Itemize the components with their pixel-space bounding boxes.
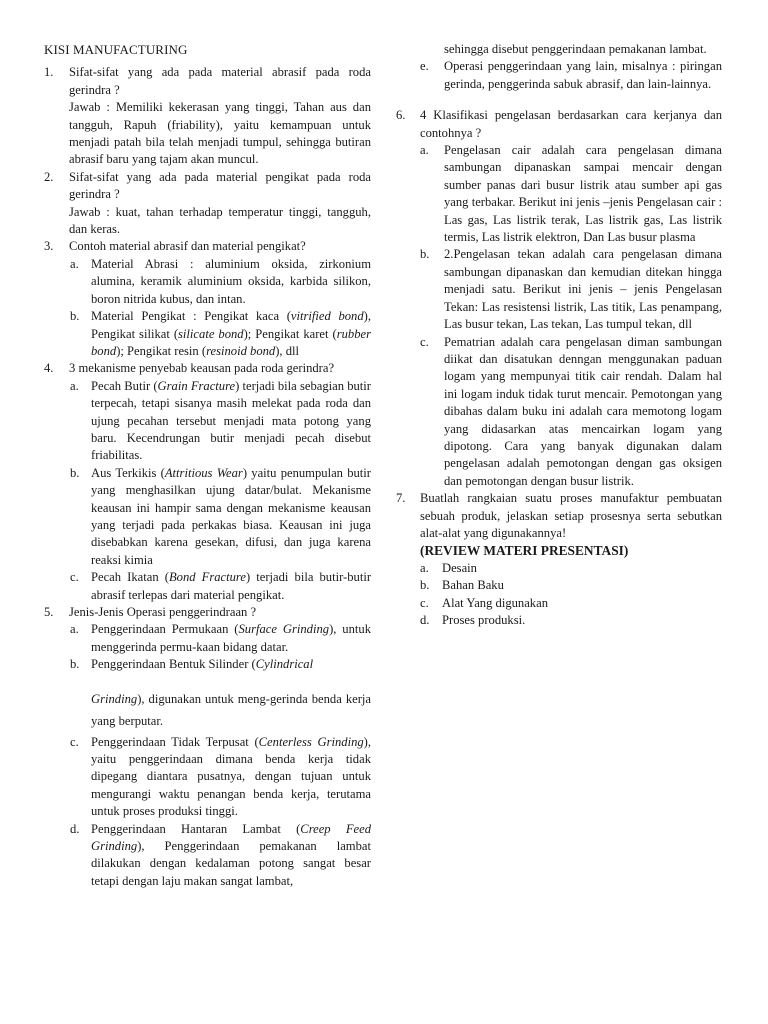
question-text: 3 mekanisme penyebab keausan pada roda gerindra?	[69, 361, 335, 376]
italic-term: resinoid bond	[206, 343, 276, 358]
list-item	[44, 734, 371, 821]
question-number: 4.	[44, 361, 54, 376]
item-text: Pengelasan cair adalah cara pengelasan dimana sambungan dipanaskan sampai mencair dengan sumber panas dari busur listrik atau sumber api gas yang terbakar. Berikut ini jenis –jenis Pengelasan cair : Las gas, Las listrik terak, Las listrik gas, Las listrik termis, Las listrik elektron, Dan Las busur plasma	[444, 143, 722, 245]
item-text: Material Pengikat : Pengikat kaca (	[91, 309, 291, 324]
left-column	[44, 41, 371, 890]
question-2	[44, 169, 371, 239]
review-heading: (REVIEW MATERI PRESENTASI)	[420, 543, 629, 559]
answer-text: Jawab : kuat, tahan terhadap temperatur tinggi, tangguh, dan keras.	[69, 204, 371, 237]
question-number: 6.	[396, 108, 406, 123]
item-letter: c.	[70, 734, 79, 749]
question-text: Sifat-sifat yang ada pada material pengikat pada roda gerindra ?	[69, 169, 371, 202]
italic-term: vitrified bond	[290, 309, 364, 324]
question-number: 5.	[44, 605, 54, 619]
item-letter: a.	[70, 378, 79, 393]
right-column	[396, 41, 722, 629]
list-item	[44, 621, 371, 656]
list-item-continuation	[396, 41, 722, 58]
item-letter: d.	[70, 821, 80, 836]
item-text: Penggerindaan Tidak Terpusat (	[91, 734, 259, 749]
question-number: 3.	[44, 239, 54, 254]
italic-term: Surface Grinding	[238, 622, 330, 637]
item-text: ) terjadi bila butir-butir abrasif terlepas dari material pengikat.	[91, 570, 372, 602]
item-letter: c.	[420, 595, 429, 610]
italic-term: Cylindrical	[255, 657, 314, 672]
item-text: Penggerindaan Hantaran Lambat (	[91, 821, 301, 836]
question-number: 2.	[44, 169, 54, 184]
item-letter: a.	[70, 256, 79, 271]
italic-term: rubber bond	[91, 326, 371, 358]
list-item	[44, 378, 371, 465]
list-item	[396, 142, 722, 246]
item-text: ) terjadi bila sebagian butir terpecah, tetapi sisanya masih melekat pada roda dan ujung pecahan tersebut menjadi mata potong yang baru. Kecendrungan butir menjadi pecah disebut friabilitas.	[91, 378, 372, 463]
list-item	[44, 656, 371, 673]
item-text: 2.Pengelasan tekan adalah cara pengelasan dimana sambungan dipanaskan dan kemudian ditekan hingga menjadi satu. Berikut ini jenis – jenis Pengelasan Tekan: Las resistensi listrik, Las titik, Las penampang, Las busur tekan, Las tekan, Las tumpul tekan, dll	[444, 247, 722, 332]
item-text: Pematrian adalah cara pengelasan diman sambungan diikat dan disatukan denngan menggunakan paduan logam yang mempunyai titik cair rendah. Dalam hal ini logam induk tidak turut mencair. Pemotongan yang dibahas dalam buku ini adalah cara memotong logam yang didasarkan atas mencairkan logam yang dipotong. Cara yang banyak digunakan dalam pengelasan adalah pemotongan dengan gas oksigen dan pemotongan dengan busur listrik.	[444, 334, 722, 488]
list-item	[396, 246, 722, 333]
italic-term: Grain Fracture	[157, 378, 236, 393]
list-item	[44, 465, 371, 569]
item-text: Operasi penggerindaan yang lain, misalnya : piringan gerinda, penggerinda sabuk abrasif, dan lain-lainnya.	[444, 59, 722, 91]
question-text: Buatlah rangkaian suatu proses manufaktur pembuatan sebuah produk, jelaskan setiap prosesnya serta sebutkan alat-alat yang digunakannya!	[420, 491, 722, 540]
item-text: Penggerindaan Permukaan (	[91, 622, 239, 637]
item-text: ); Pengikat karet (	[243, 326, 337, 341]
italic-term: Centerless Grinding	[258, 734, 364, 749]
item-letter: b.	[420, 247, 430, 262]
italic-term: Creep Feed Grinding	[91, 821, 371, 854]
question-text: 4 Klasifikasi pengelasan berdasarkan cara kerjanya dan contohnya ?	[420, 108, 722, 140]
item-letter: a.	[70, 622, 79, 637]
question-1	[44, 64, 371, 168]
question-6	[396, 107, 722, 142]
item-text: Aus Terkikis (	[91, 465, 165, 480]
list-item	[396, 334, 722, 491]
item-text: ) yaitu penumpulan butir yang menghasilkan ujung datar/bulat. Mekanisme keausan ini hampir sama dengan mekanisme keausan yang terjadi pada perkakas biasa. Keausan ini juga disebabkan karena gesekan, difusi, dan juga karena reaksi kimia	[91, 465, 371, 567]
list-item-continuation	[44, 688, 371, 732]
item-text: ), Penggerindaan pemakanan lambat dilakukan dengan kedalaman potong sangat besar tetapi dengan laju makan sangat lambat,	[91, 839, 371, 888]
item-letter: c.	[70, 570, 79, 585]
answer-text: Jawab : Memiliki kekerasan yang tinggi, Tahan aus dan tangguh, Rapuh (friability), yaitu kemampuan untuk menjadi patah bila telah menjadi tumpul, sehingga butiran abrasif baru yang tajam akan muncul.	[69, 100, 371, 167]
item-text: Pecah Ikatan (	[91, 570, 169, 585]
item-letter: d.	[420, 613, 430, 627]
item-text: sehingga disebut penggerindaan pemakanan lambat.	[444, 42, 707, 56]
item-text: Alat Yang digunakan	[442, 595, 548, 610]
question-number: 7.	[396, 491, 406, 506]
item-text: ), Pengikat silikat (	[91, 309, 371, 341]
list-item	[396, 58, 722, 93]
list-item	[44, 569, 371, 604]
question-3	[44, 238, 371, 255]
item-text: ), dll	[275, 343, 300, 358]
italic-term: silicate bond	[178, 326, 244, 341]
question-5	[44, 604, 371, 621]
item-letter: b.	[420, 578, 430, 593]
italic-term: Attritious Wear	[164, 465, 243, 480]
list-item	[396, 612, 722, 629]
item-letter: b.	[70, 657, 80, 672]
item-text: Material Abrasi : aluminium oksida, zirkonium alumina, keramik aluminium oksida, karbida silikon, boron nitrida kubus, dan intan.	[91, 256, 371, 306]
question-4	[44, 360, 371, 377]
item-letter: a.	[420, 143, 429, 158]
item-text: Proses produksi.	[442, 613, 526, 627]
item-text: ), yaitu penggerindaan dimana benda kerja tidak dipegang diantara pusatnya, dengan tujuan untuk mengurangi waktu penangan benda kerja, terutama untuk proses produksi tinggi.	[91, 734, 372, 819]
list-item	[396, 577, 722, 594]
item-letter: c.	[420, 334, 429, 349]
question-7	[396, 490, 722, 560]
item-letter: a.	[420, 560, 429, 575]
question-number: 1.	[44, 65, 54, 80]
item-text: ); Pengikat resin (	[116, 343, 207, 358]
item-text: ), digunakan untuk meng-gerinda benda kerja yang berputar.	[91, 691, 371, 728]
question-text: Jenis-Jenis Operasi penggerindraan ?	[69, 605, 257, 619]
item-text: Bahan Baku	[442, 578, 504, 593]
list-item	[396, 560, 722, 577]
item-letter: e.	[420, 59, 429, 74]
item-letter: b.	[70, 309, 80, 324]
item-letter: b.	[70, 465, 80, 480]
list-item	[44, 256, 371, 308]
item-text: Desain	[442, 560, 477, 575]
spacer	[396, 93, 722, 107]
question-text: Contoh material abrasif dan material pengikat?	[69, 239, 306, 254]
item-text: Pecah Butir (	[91, 378, 158, 393]
list-item	[44, 308, 371, 360]
document-title: KISI MANUFACTURING	[44, 42, 188, 57]
italic-term: Grinding	[91, 691, 138, 706]
list-item	[396, 595, 722, 612]
question-text: Sifat-sifat yang ada pada material abrasif pada roda gerindra ?	[69, 65, 371, 97]
list-item	[44, 821, 371, 891]
item-text: ), untuk menggerinda permu-kaan bidang datar.	[91, 622, 371, 654]
italic-term: Bond Fracture	[168, 570, 246, 585]
item-text: Penggerindaan Bentuk Silinder (	[91, 657, 256, 672]
